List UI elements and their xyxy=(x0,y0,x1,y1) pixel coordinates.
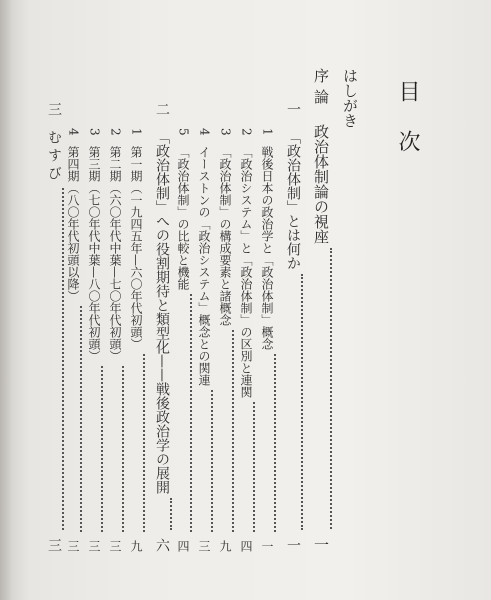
toc-title: 目次 xyxy=(395,80,420,180)
entry-title: 「政治体制」とは何か xyxy=(285,130,301,270)
entry-number: 4 xyxy=(197,128,212,136)
toc-entry-2-2 xyxy=(107,128,124,552)
leader-dots xyxy=(62,188,64,530)
page-number: 三 xyxy=(87,540,101,552)
leader-dots xyxy=(253,402,255,532)
entry-title: 第一期（一九四五年—六〇年代初頭） xyxy=(129,145,143,350)
page-number: 一 xyxy=(260,540,274,552)
leader-dots xyxy=(274,354,276,532)
leader-dots xyxy=(122,366,124,532)
page-number: 一 xyxy=(285,538,301,552)
toc-entry-1-4 xyxy=(196,128,213,552)
entry-number: 5 xyxy=(176,128,191,136)
toc-entry-1 xyxy=(283,102,303,552)
entry-number: 二 xyxy=(154,102,170,116)
entry-number: 1 xyxy=(260,128,275,136)
entry-title: イーストンの「政治システム」概念との関連 xyxy=(197,145,211,386)
toc-entry-preface xyxy=(340,68,361,128)
entry-number: 三 xyxy=(46,102,62,116)
entry-number: 1 xyxy=(129,128,144,136)
toc-entry-2-1 xyxy=(128,128,145,552)
entry-title: むすび xyxy=(46,130,62,184)
entry-label: 序論 xyxy=(312,68,330,110)
page-number: 九 xyxy=(218,540,232,552)
entry-title: 「政治体制」の比較と機能 xyxy=(176,145,190,290)
entry-number: 3 xyxy=(218,128,233,136)
entry-number: 2 xyxy=(108,128,123,136)
page-number: 四 xyxy=(239,540,253,552)
entry-title: 「政治体制」の構成要素と諸概念 xyxy=(218,145,232,326)
leader-dots xyxy=(330,248,332,529)
leader-dots xyxy=(101,366,103,532)
entry-title: 「政治システム」と「政治体制」の区別と連関 xyxy=(239,145,253,398)
toc-entry-2-4 xyxy=(65,128,82,552)
leader-dots xyxy=(301,274,303,530)
entry-number: 2 xyxy=(239,128,254,136)
page-number: 三 xyxy=(197,540,211,552)
toc-entry-2 xyxy=(152,102,172,552)
toc-entry-1-1 xyxy=(259,128,276,552)
entry-title: 第四期（八〇年代初頭以降） xyxy=(66,145,80,302)
page-number: 一 xyxy=(312,537,330,552)
toc-entry-1-2 xyxy=(238,128,255,552)
leader-dots xyxy=(143,354,145,532)
entry-title: 第二期（六〇年代中葉—七〇年代初頭） xyxy=(108,145,122,362)
toc-entry-intro xyxy=(311,68,332,552)
leader-dots xyxy=(190,294,192,532)
entry-title: 第三期（七〇年代中葉—八〇年代初頭） xyxy=(87,145,101,362)
toc-entry-1-5 xyxy=(175,128,192,552)
leader-dots xyxy=(211,390,213,532)
page-number: 三 xyxy=(46,538,62,552)
toc-entry-1-3 xyxy=(217,128,234,552)
page-number: 四 xyxy=(176,540,190,552)
leader-dots xyxy=(170,498,172,530)
page-number: 六 xyxy=(154,538,170,552)
leader-dots xyxy=(80,306,82,532)
entry-number: 3 xyxy=(87,128,102,136)
page-number: 三 xyxy=(108,540,122,552)
entry-title: 「政治体制」への役割期待と類型化——戦後政治学の展開 xyxy=(154,130,170,494)
entry-title: 政治体制論の視座 xyxy=(312,124,330,244)
entry-label: はしがき xyxy=(341,68,359,128)
page-number: 九 xyxy=(129,540,143,552)
toc-entry-3 xyxy=(44,102,64,552)
book-spine-shadow xyxy=(0,0,12,600)
entry-title: 戦後日本の政治学と「政治体制」概念 xyxy=(260,145,274,350)
entry-number: 4 xyxy=(66,128,81,136)
page-number: 三 xyxy=(66,540,80,552)
leader-dots xyxy=(232,330,234,532)
toc-entry-2-3 xyxy=(86,128,103,552)
entry-number: 一 xyxy=(285,102,301,116)
